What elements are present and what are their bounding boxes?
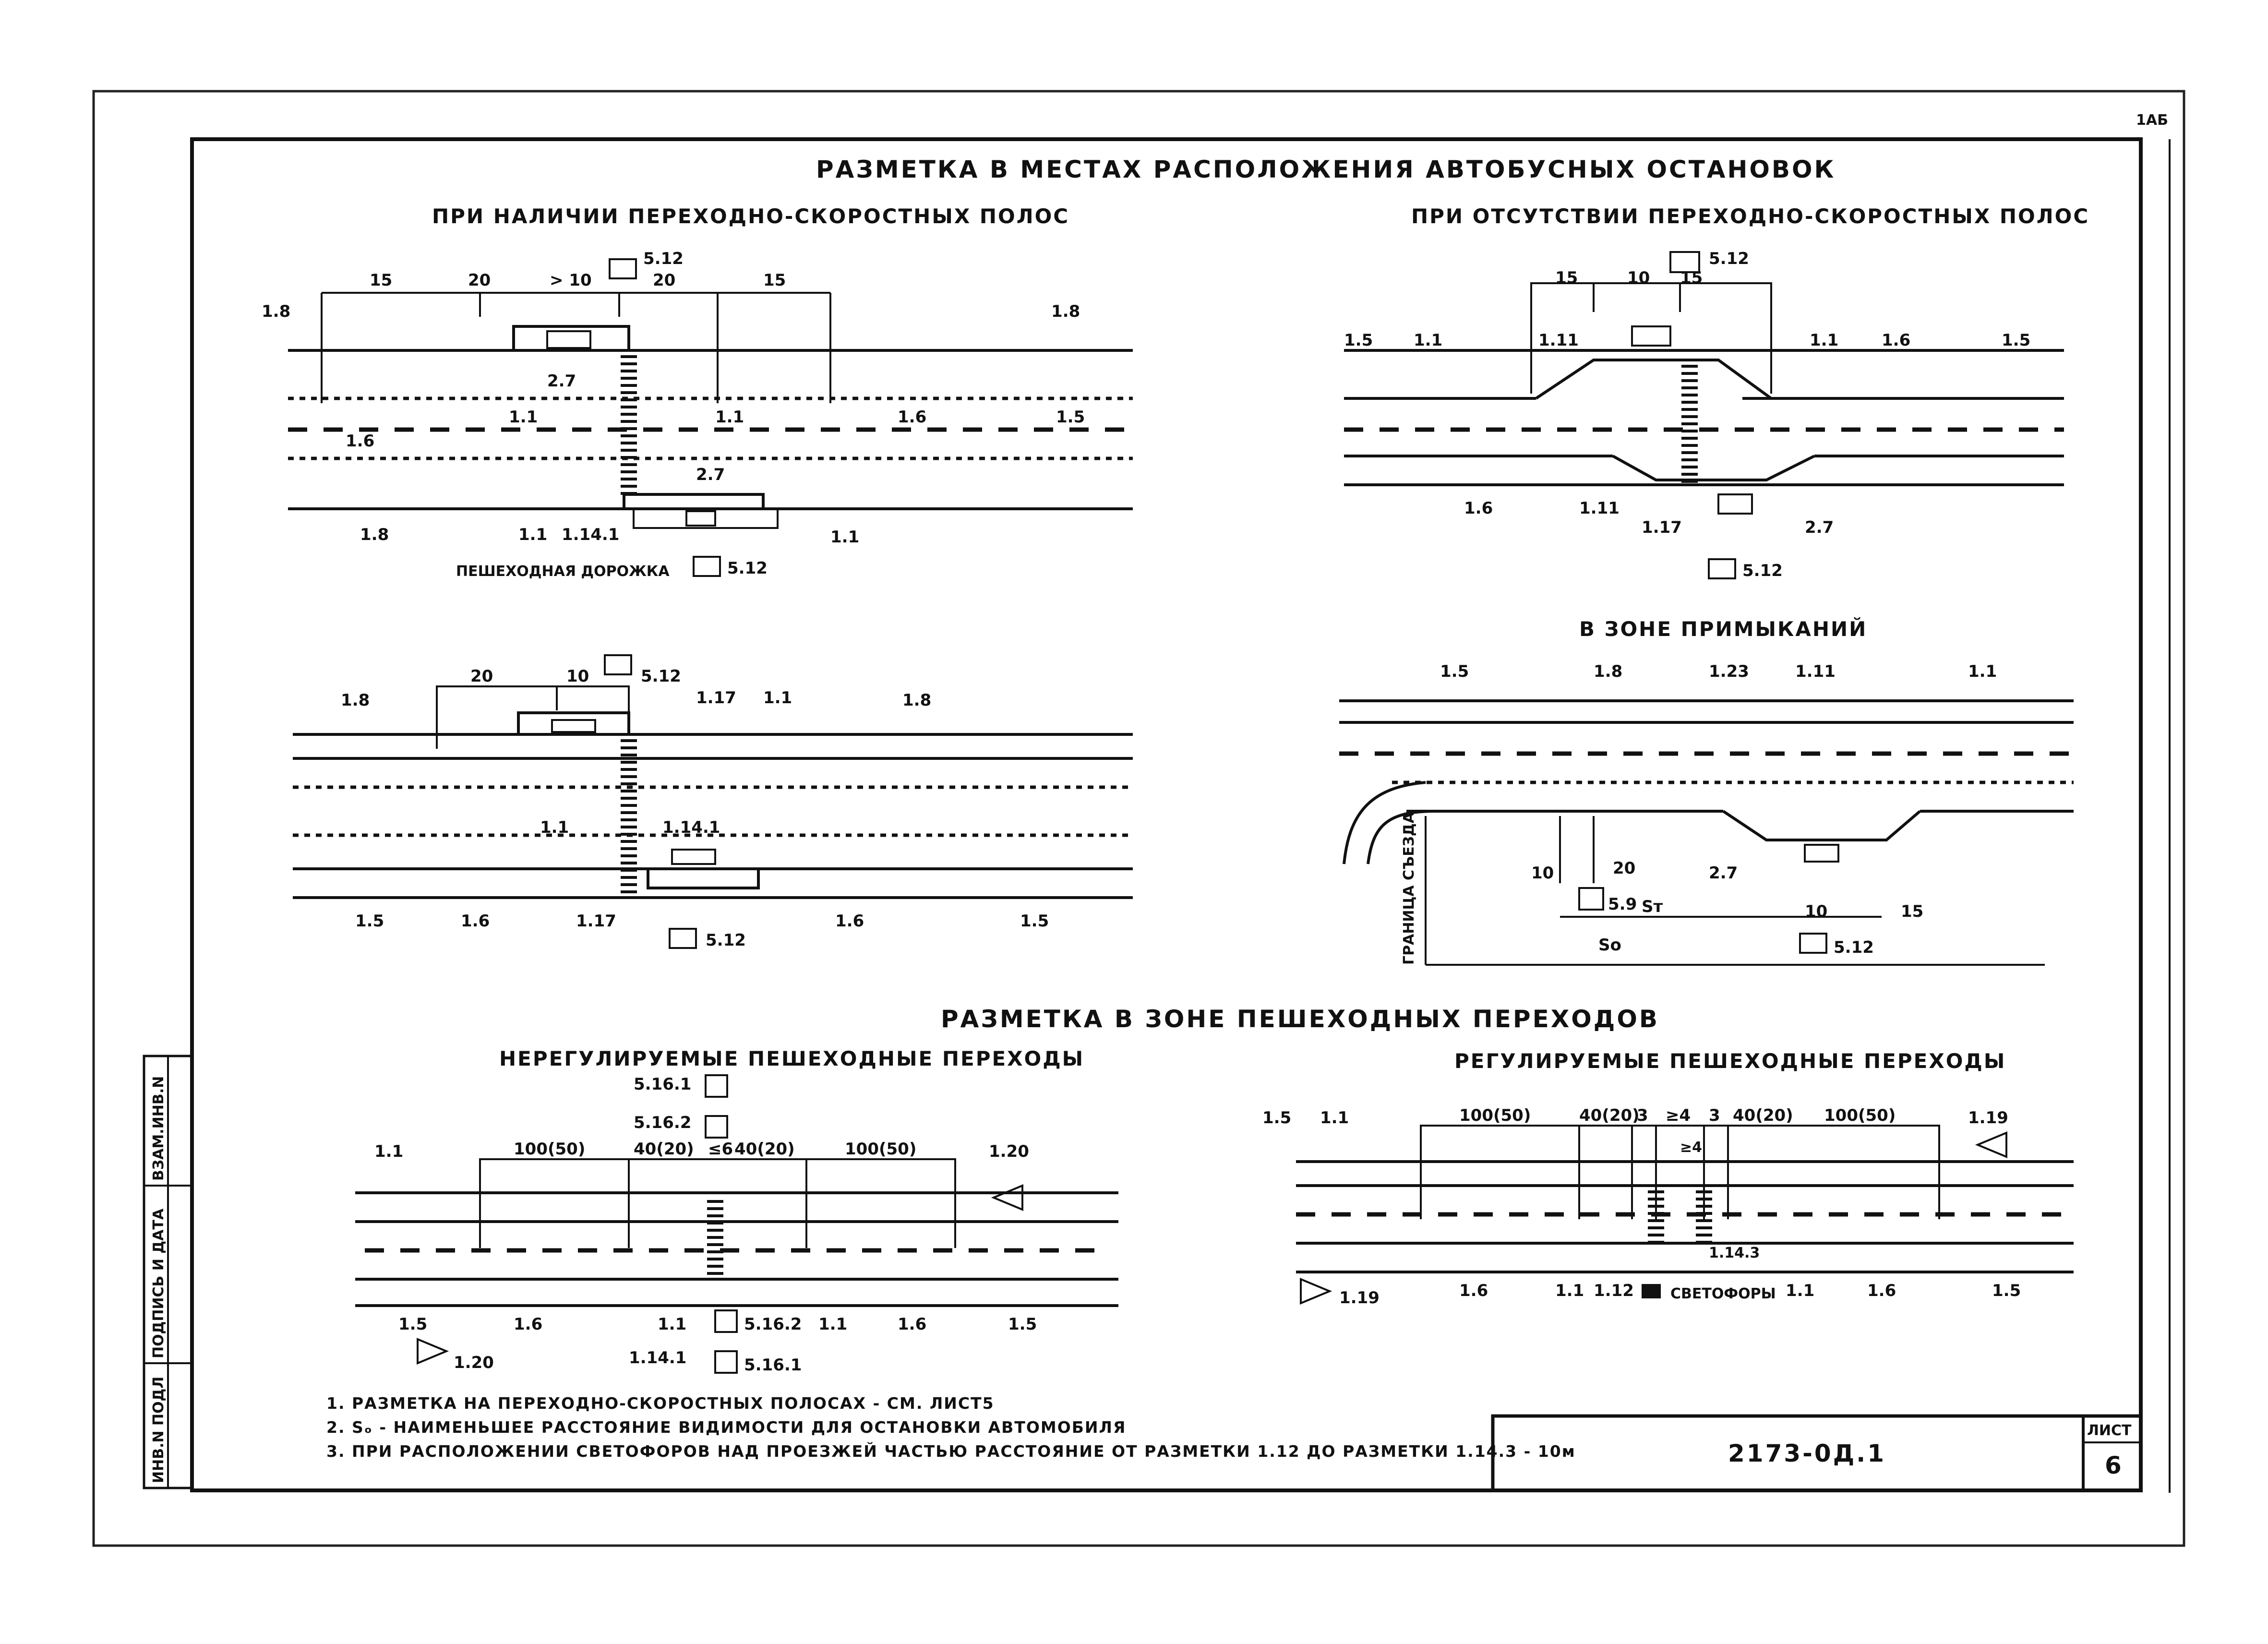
svg-text:2.7: 2.7 [547,372,576,391]
svg-text:1.23: 1.23 [1709,662,1749,681]
svg-text:1.1: 1.1 [374,1142,404,1161]
svg-text:1.8: 1.8 [360,525,389,544]
subtitle-with-lanes: ПРИ НАЛИЧИИ ПЕРЕХОДНО-СКОРОСТНЫХ ПОЛОС [432,204,1070,228]
svg-text:1.19: 1.19 [1968,1108,2008,1128]
sheet-tag: 1АБ [2136,112,2168,129]
svg-text:1.17: 1.17 [576,912,616,931]
svg-text:1.5: 1.5 [1344,331,1373,350]
subtitle-without-lanes: ПРИ ОТСУТСТВИИ ПЕРЕХОДНО-СКОРОСТНЫХ ПОЛОС [1411,204,2090,228]
svg-text:1.20: 1.20 [989,1142,1029,1161]
svg-text:Sо: Sо [1598,936,1621,955]
title-pedestrian: РАЗМЕТКА В ЗОНЕ ПЕШЕХОДНЫХ ПЕРЕХОДОВ [941,1005,1659,1033]
diagram-junction-zone [1339,662,2074,965]
svg-text:1.8: 1.8 [262,302,291,321]
svg-text:> 10: > 10 [550,271,592,290]
svg-text:1.1: 1.1 [1414,331,1443,350]
svg-text:15: 15 [1555,268,1578,288]
svg-text:1.1: 1.1 [818,1315,848,1334]
diagram-bus-stop-with-lanes [262,249,1133,580]
svg-text:1.1: 1.1 [1810,331,1839,350]
svg-text:10: 10 [1627,268,1650,288]
svg-text:1.6: 1.6 [346,432,375,451]
svg-text:5.12: 5.12 [1742,561,1783,580]
svg-text:5.12: 5.12 [727,559,768,578]
svg-text:1.14.1: 1.14.1 [662,818,720,837]
svg-text:1.1: 1.1 [1968,662,1997,681]
svg-text:1.6: 1.6 [898,408,927,427]
svg-text:15: 15 [1680,268,1703,288]
diagram-bus-stop-variant [293,655,1133,950]
svg-text:1.20: 1.20 [454,1353,494,1372]
svg-text:1.1: 1.1 [1320,1108,1349,1128]
svg-text:1.14.1: 1.14.1 [562,525,620,544]
sheet-label: ЛИСТ [2087,1422,2132,1439]
svg-text:5.12: 5.12 [1709,249,1749,268]
svg-text:100(50): 100(50) [845,1140,917,1159]
svg-text:40(20): 40(20) [734,1140,795,1159]
svg-text:1.5: 1.5 [2002,331,2031,350]
svg-text:ИНВ.N ПОДЛ: ИНВ.N ПОДЛ [150,1376,167,1483]
svg-text:1.1: 1.1 [509,408,538,427]
diagram-unregulated-crossing [355,1075,1118,1375]
svg-text:≤6: ≤6 [708,1140,733,1159]
inner-frame [192,139,2141,1490]
svg-text:20: 20 [468,271,491,290]
svg-text:20: 20 [1613,859,1636,878]
svg-text:5.16.2: 5.16.2 [634,1113,692,1132]
svg-text:Sт: Sт [1642,897,1663,916]
svg-text:1.14.1: 1.14.1 [629,1348,687,1368]
svg-text:15: 15 [1901,902,1924,921]
svg-text:40(20): 40(20) [634,1140,694,1159]
subtitle-unregulated: НЕРЕГУЛИРУЕМЫЕ ПЕШЕХОДНЫЕ ПЕРЕХОДЫ [499,1047,1085,1070]
svg-text:5.16.1: 5.16.1 [744,1356,802,1375]
drawing-code: 2173-0Д.1 [1728,1440,1886,1467]
svg-text:1. РАЗМЕТКА НА ПЕРЕХОДНО-СКОРО: 1. РАЗМЕТКА НА ПЕРЕХОДНО-СКОРОСТНЫХ ПОЛОСАХ - СМ. ЛИСТ5 [326,1394,995,1413]
svg-text:15: 15 [763,271,786,290]
svg-text:1.6: 1.6 [1882,331,1911,350]
svg-text:1.6: 1.6 [461,912,490,931]
svg-text:1.11: 1.11 [1795,662,1836,681]
svg-text:3: 3 [1637,1106,1648,1125]
svg-text:1.17: 1.17 [1642,518,1682,537]
svg-text:1.6: 1.6 [898,1315,927,1334]
svg-text:1.5: 1.5 [1262,1108,1292,1128]
svg-text:1.5: 1.5 [1008,1315,1037,1334]
svg-text:1.1: 1.1 [1555,1281,1584,1300]
svg-text:100(50): 100(50) [1459,1106,1531,1125]
svg-text:1.5: 1.5 [1020,912,1049,931]
svg-text:5.12: 5.12 [643,249,684,268]
svg-text:СВЕТОФОРЫ: СВЕТОФОРЫ [1670,1285,1776,1302]
diagram-bus-stop-without-lanes [1344,249,2064,580]
svg-text:1.11: 1.11 [1538,331,1579,350]
svg-text:1.14.3: 1.14.3 [1709,1245,1760,1261]
svg-text:1.5: 1.5 [1056,408,1085,427]
svg-text:5.12: 5.12 [641,667,681,686]
svg-text:5.12: 5.12 [706,931,746,950]
svg-text:≥4: ≥4 [1666,1106,1691,1125]
svg-text:1.1: 1.1 [763,688,792,708]
title-bus-stops: РАЗМЕТКА В МЕСТАХ РАСПОЛОЖЕНИЯ АВТОБУСНЫХ ОСТАНОВОК [816,156,1836,183]
svg-text:2.7: 2.7 [1805,518,1834,537]
svg-text:40(20): 40(20) [1733,1106,1793,1125]
svg-text:≥4: ≥4 [1680,1139,1703,1156]
svg-text:1.6: 1.6 [1459,1281,1488,1300]
svg-text:5.16.1: 5.16.1 [634,1075,692,1094]
svg-text:1.6: 1.6 [835,912,864,931]
svg-text:10: 10 [1531,864,1554,883]
svg-text:1.5: 1.5 [355,912,384,931]
svg-text:1.6: 1.6 [1464,499,1493,518]
svg-text:1.5: 1.5 [1440,662,1469,681]
svg-text:1.1: 1.1 [658,1315,687,1334]
svg-text:15: 15 [370,271,393,290]
svg-text:3. ПРИ РАСПОЛОЖЕНИИ СВЕТОФОРОВ: 3. ПРИ РАСПОЛОЖЕНИИ СВЕТОФОРОВ НАД ПРОЕЗЖЕЙ ЧАСТЬЮ РАССТОЯНИЕ ОТ РАЗМЕТКИ 1.12 ДО РАЗМЕТКИ 1.14.3 - 10м [326,1442,1576,1461]
svg-text:1.19: 1.19 [1339,1288,1380,1308]
svg-text:2.7: 2.7 [696,465,725,484]
svg-text:ВЗАМ.ИНВ.N: ВЗАМ.ИНВ.N [150,1076,167,1181]
svg-text:1.1: 1.1 [518,525,548,544]
svg-text:2. Sₒ - НАИМЕНЬШЕЕ РАССТОЯНИЕ: 2. Sₒ - НАИМЕНЬШЕЕ РАССТОЯНИЕ ВИДИМОСТИ ДЛЯ ОСТАНОВКИ АВТОМОБИЛЯ [326,1418,1127,1437]
svg-text:5.12: 5.12 [1834,938,1874,957]
svg-text:2.7: 2.7 [1709,864,1738,883]
svg-text:1.1: 1.1 [830,528,860,547]
svg-text:1.17: 1.17 [696,688,736,708]
title-block [1493,1416,2141,1490]
svg-text:1.8: 1.8 [341,691,370,710]
svg-text:ГРАНИЦА СЪЕЗДА: ГРАНИЦА СЪЕЗДА [1401,812,1417,965]
svg-text:5.16.2: 5.16.2 [744,1315,802,1334]
diagram-regulated-crossing [1262,1106,2074,1308]
svg-text:1.8: 1.8 [1051,302,1080,321]
svg-text:1.12: 1.12 [1594,1281,1634,1300]
svg-text:100(50): 100(50) [1824,1106,1896,1125]
svg-text:10: 10 [1805,902,1828,921]
svg-text:1.1: 1.1 [715,408,744,427]
svg-text:1.6: 1.6 [514,1315,543,1334]
sheet-number: 6 [2105,1452,2124,1479]
svg-text:3: 3 [1709,1106,1720,1125]
svg-text:ПЕШЕХОДНАЯ ДОРОЖКА: ПЕШЕХОДНАЯ ДОРОЖКА [456,563,670,580]
svg-text:20: 20 [653,271,676,290]
svg-text:1.5: 1.5 [398,1315,428,1334]
svg-text:1.5: 1.5 [1992,1281,2021,1300]
svg-text:1.8: 1.8 [1594,662,1623,681]
svg-text:ПОДПИСЬ И ДАТА: ПОДПИСЬ И ДАТА [150,1208,167,1358]
notes [326,1394,1576,1461]
svg-text:1.6: 1.6 [1867,1281,1896,1300]
svg-text:1.8: 1.8 [902,691,932,710]
svg-text:100(50): 100(50) [514,1140,586,1159]
svg-text:10: 10 [566,667,589,686]
svg-text:20: 20 [470,667,493,686]
svg-text:1.1: 1.1 [540,818,569,837]
svg-text:40(20): 40(20) [1579,1106,1640,1125]
svg-text:5.9: 5.9 [1608,895,1637,914]
subtitle-junctions: В ЗОНЕ ПРИМЫКАНИЙ [1579,617,1868,641]
svg-text:1.1: 1.1 [1786,1281,1815,1300]
side-stamp [144,1056,192,1488]
subtitle-regulated: РЕГУЛИРУЕМЫЕ ПЕШЕХОДНЫЕ ПЕРЕХОДЫ [1454,1049,2006,1073]
svg-text:1.11: 1.11 [1579,499,1620,518]
